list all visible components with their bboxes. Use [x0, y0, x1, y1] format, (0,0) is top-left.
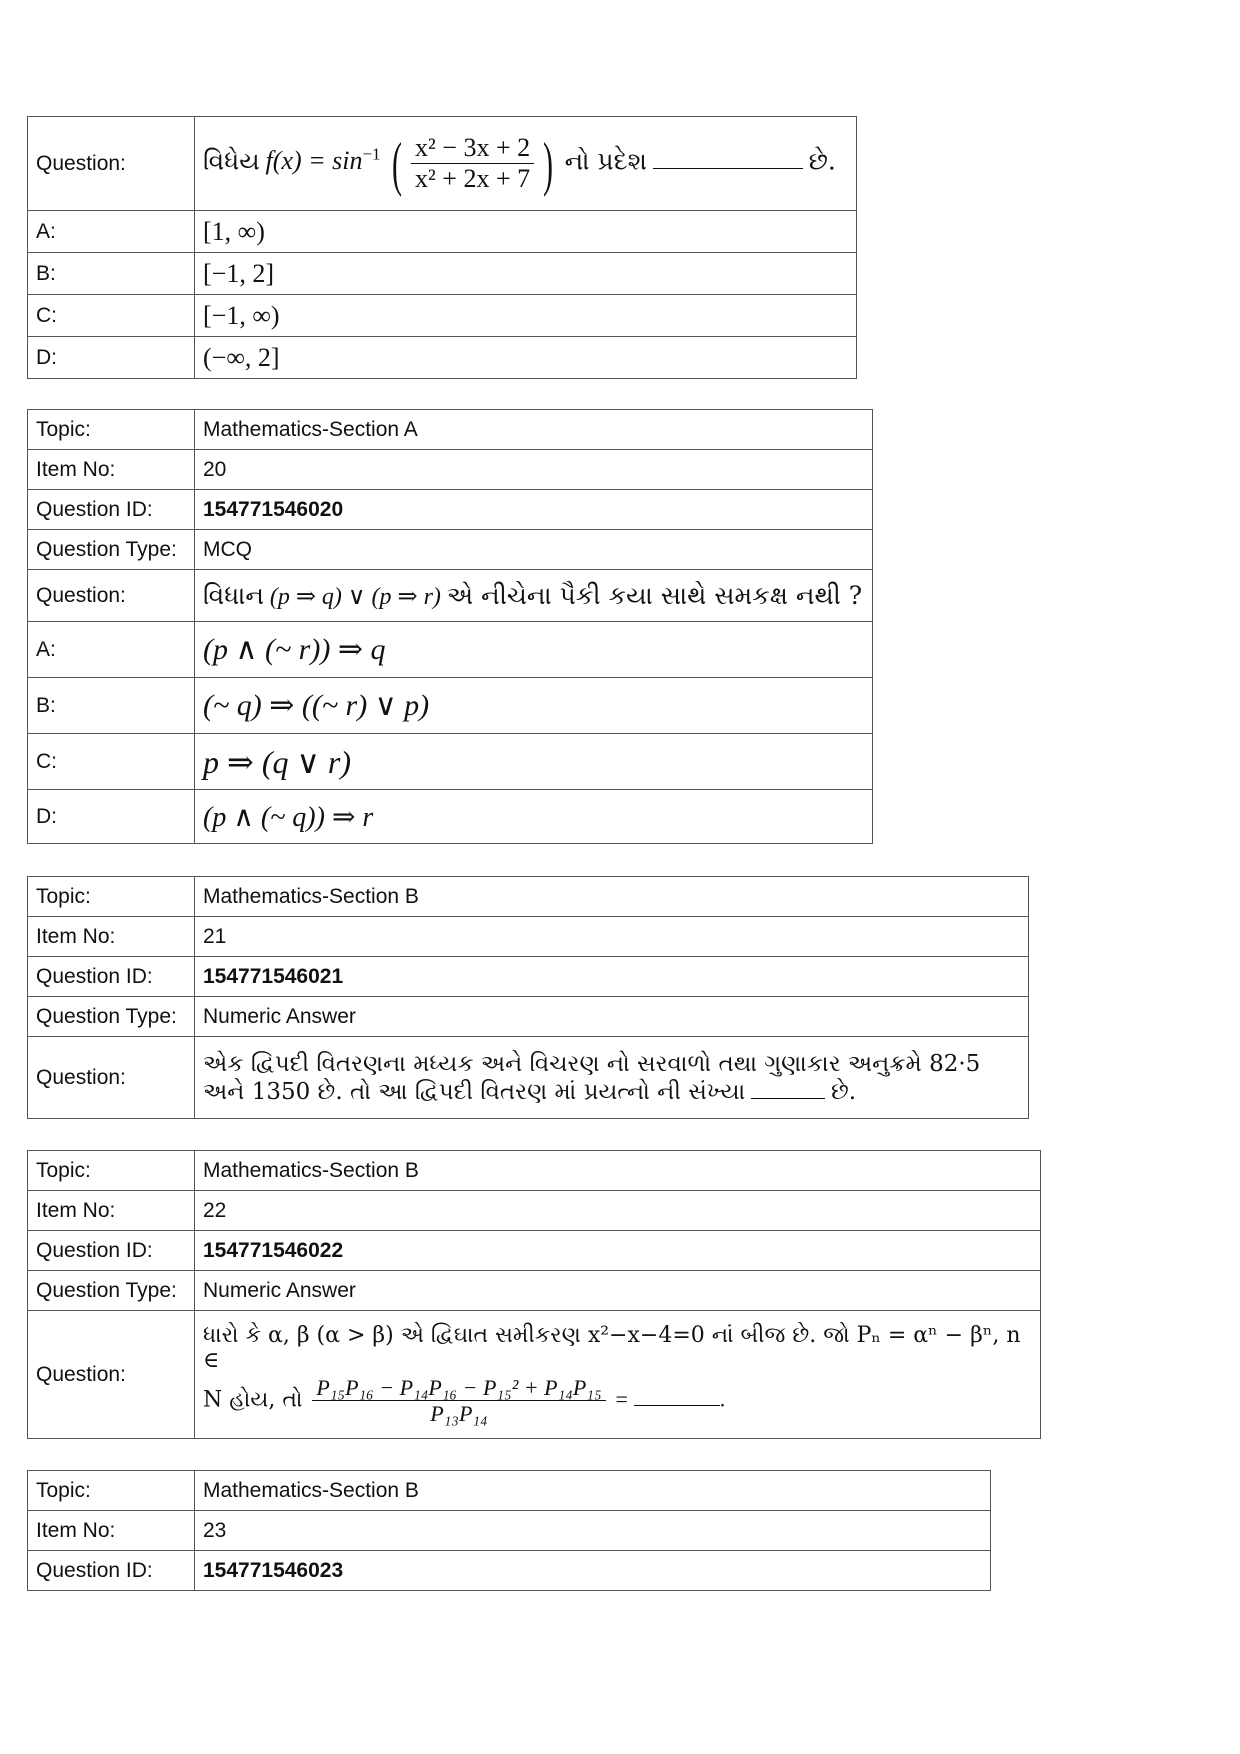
question-table-22 [27, 1150, 1041, 1439]
question-id-value: 154771546022 [195, 1231, 1041, 1271]
question-suffix: એ નીચેના પૈકી કયા સાથે સમકક્ષ નથી ? [446, 580, 863, 610]
question-text [195, 1311, 1041, 1439]
option-d: (p ∧ (~ q)) ⇒ r [195, 790, 873, 844]
item-no-value: 20 [195, 450, 873, 490]
question-label: Question: [28, 1311, 195, 1439]
question-label: Question: [28, 1037, 195, 1119]
option-d-label: D: [28, 337, 195, 379]
fraction-denominator: x² + 2x + 7 [414, 164, 531, 193]
question-type-value: Numeric Answer [195, 997, 1029, 1037]
item-no-label: Item No: [28, 917, 195, 957]
question-line-1: એક દ્વિપદી વિતરણના મધ્યક અને વિચરણ નો સરવાળો તથા ગુણાકાર અનુક્રમે 82·5 [203, 1050, 981, 1077]
option-d: (−∞, 2] [195, 337, 857, 379]
question-type-value: MCQ [195, 530, 873, 570]
topic-label: Topic: [28, 877, 195, 917]
fraction-numerator: x² − 3x + 2 [411, 133, 534, 164]
option-c: p ⇒ (q ∨ r) [195, 734, 873, 790]
question-line-2-prefix: N હોય, તો [203, 1387, 303, 1413]
option-b: [−1, 2] [195, 253, 857, 295]
option-b-label: B: [28, 678, 195, 734]
option-c: [−1, ∞) [195, 295, 857, 337]
question-table-23 [27, 1470, 991, 1591]
question-type-label: Question Type: [28, 997, 195, 1037]
topic-value: Mathematics-Section B [195, 1151, 1041, 1191]
question-type-label: Question Type: [28, 530, 195, 570]
question-label: Question: [28, 570, 195, 622]
question-id-value: 154771546021 [195, 957, 1029, 997]
option-c-label: C: [28, 734, 195, 790]
question-id-label: Question ID: [28, 957, 195, 997]
topic-label: Topic: [28, 410, 195, 450]
question-text: વિધેય $f(x) = \sin^{-1}$ ( $\frac{\text{x² − 3x + 2}}{\text{x² + 2x + 7}}$ ) નો પ્રદેશ છે. [195, 117, 857, 211]
question-type-label: Question Type: [28, 1271, 195, 1311]
topic-value: Mathematics-Section B [195, 877, 1029, 917]
question-table-1 [27, 116, 857, 379]
question-exp: −1 [362, 145, 381, 165]
item-no-value: 21 [195, 917, 1029, 957]
question-prefix: વિધાન [203, 580, 264, 610]
question-line-2: અને 1350 છે. તો આ દ્વિપદી વિતરણ માં પ્રયત્નો ની સંખ્યા [203, 1078, 746, 1105]
question-func: f(x) = sin [265, 146, 363, 176]
option-c-label: C: [28, 295, 195, 337]
answer-blank [653, 167, 803, 169]
question-table-21 [27, 876, 1029, 1119]
question-id-value: 154771546023 [195, 1551, 991, 1591]
question-end: છે. [808, 146, 836, 176]
question-suffix: નો પ્રદેશ [564, 146, 647, 176]
question-line-1: ધારો કે α, β (α > β) એ દ્વિઘાત સમીકરણ x²−x−4=0 નાં બીજ છે. જો Pₙ = αⁿ − βⁿ, n ∈ [203, 1322, 1021, 1373]
question-id-value: 154771546020 [195, 490, 873, 530]
option-a-label: A: [28, 211, 195, 253]
question-prefix: વિધેય [203, 146, 260, 176]
item-no-value: 23 [195, 1511, 991, 1551]
question-end: છે. [830, 1078, 857, 1105]
answer-blank [634, 1404, 720, 1406]
option-b-label: B: [28, 253, 195, 295]
item-no-label: Item No: [28, 1191, 195, 1231]
answer-blank [751, 1097, 825, 1099]
question-id-label: Question ID: [28, 1551, 195, 1591]
item-no-label: Item No: [28, 450, 195, 490]
question-type-value: Numeric Answer [195, 1271, 1041, 1311]
question-table-20 [27, 409, 873, 844]
item-no-value: 22 [195, 1191, 1041, 1231]
question-id-label: Question ID: [28, 490, 195, 530]
question-fraction [312, 1375, 605, 1427]
fraction-denominator: P₁₃P₁₄ [430, 1401, 488, 1426]
option-a: (p ∧ (~ r)) ⇒ q [195, 622, 873, 678]
question-end: . [719, 1386, 726, 1412]
question-id-label: Question ID: [28, 1231, 195, 1271]
topic-label: Topic: [28, 1151, 195, 1191]
topic-label: Topic: [28, 1471, 195, 1511]
question-eq: = [615, 1386, 628, 1412]
option-a: [1, ∞) [195, 211, 857, 253]
fraction-numerator: P₁₅P₁₆ − P₁₄P₁₆ − P₁₅² + P₁₄P₁₅ [312, 1375, 605, 1401]
question-label: Question: [28, 117, 195, 211]
option-b: (~ q) ⇒ ((~ r) ∨ p) [195, 678, 873, 734]
option-d-label: D: [28, 790, 195, 844]
question-text [195, 1037, 1029, 1119]
question-expr: (p ⇒ q) ∨ (p ⇒ r) [269, 583, 441, 610]
topic-value: Mathematics-Section B [195, 1471, 991, 1511]
question-fraction [411, 133, 534, 194]
item-no-label: Item No: [28, 1511, 195, 1551]
topic-value: Mathematics-Section A [195, 410, 873, 450]
question-text [195, 570, 873, 622]
option-a-label: A: [28, 622, 195, 678]
